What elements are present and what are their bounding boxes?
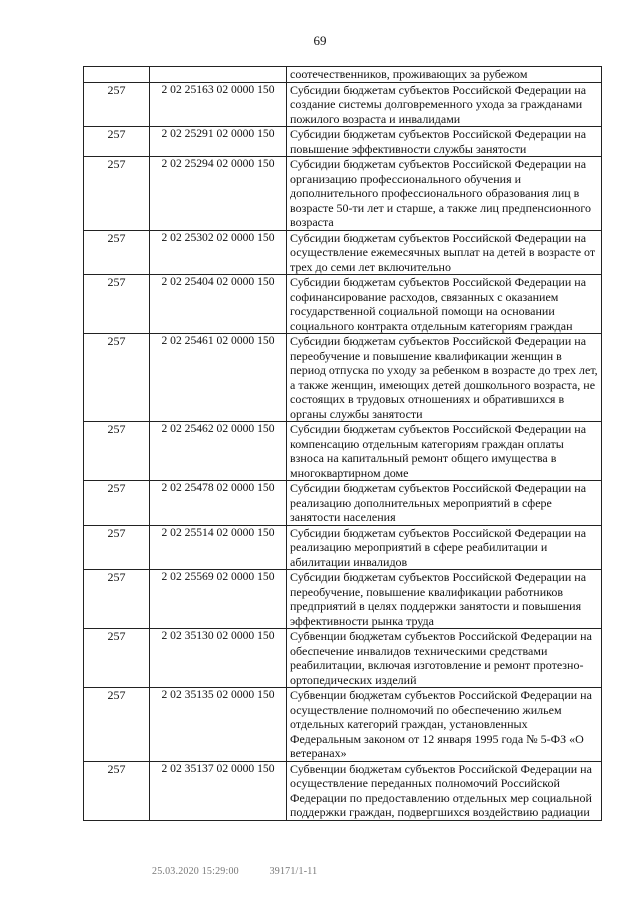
budget-code-cell: 2 02 25569 02 0000 150: [150, 570, 287, 629]
admin-code-cell: 257: [84, 127, 150, 157]
table-row: [84, 230, 602, 275]
name-cell: Субвенции бюджетам субъектов Российской Федерации на обеспечение инвалидов техническими средствами реабилитации, включая изготовление и ремонт протезно-ортопедических изделий: [287, 629, 602, 688]
table-row: [84, 481, 602, 526]
admin-code-cell: 257: [84, 82, 150, 127]
budget-code-cell: 2 02 25461 02 0000 150: [150, 334, 287, 422]
table-row: [84, 67, 602, 83]
budget-code-cell: [150, 67, 287, 83]
admin-code-cell: 257: [84, 422, 150, 481]
budget-code-cell: 2 02 25294 02 0000 150: [150, 157, 287, 231]
admin-code-cell: [84, 67, 150, 83]
name-cell: Субсидии бюджетам субъектов Российской Федерации на реализацию мероприятий в сфере реабилитации и абилитации инвалидов: [287, 525, 602, 570]
table-body: [84, 67, 602, 821]
name-cell: Субсидии бюджетам субъектов Российской Федерации на повышение эффективности службы занятости: [287, 127, 602, 157]
page-number: 69: [313, 33, 327, 48]
name-cell: Субвенции бюджетам субъектов Российской Федерации на осуществление полномочий по обеспечению жильем отдельных категорий граждан, установленных Федеральным законом от 12 января 1995 года № 5-ФЗ «О ветеранах»: [287, 688, 602, 762]
table-row: [84, 761, 602, 820]
table-row: [84, 570, 602, 629]
admin-code-cell: 257: [84, 525, 150, 570]
table-row: [84, 422, 602, 481]
budget-code-cell: 2 02 35130 02 0000 150: [150, 629, 287, 688]
admin-code-cell: 257: [84, 275, 150, 334]
table-row: [84, 629, 602, 688]
footer-doc-id: 39171/1-11: [269, 866, 318, 877]
admin-code-cell: 257: [84, 688, 150, 762]
footer: [152, 866, 345, 877]
table-row: [84, 82, 602, 127]
name-cell: Субвенции бюджетам субъектов Российской Федерации на осуществление переданных полномочий Российской Федерации по предоставлению отдельных мер социальной поддержки граждан, подвергшихся воздействию радиации: [287, 761, 602, 820]
budget-code-cell: 2 02 25302 02 0000 150: [150, 230, 287, 275]
footer-timestamp: 25.03.2020 15:29:00: [152, 866, 239, 877]
budget-code-cell: 2 02 25478 02 0000 150: [150, 481, 287, 526]
budget-code-cell: 2 02 25462 02 0000 150: [150, 422, 287, 481]
admin-code-cell: 257: [84, 570, 150, 629]
budget-code-cell: 2 02 35137 02 0000 150: [150, 761, 287, 820]
admin-code-cell: 257: [84, 334, 150, 422]
budget-code-cell: 2 02 35135 02 0000 150: [150, 688, 287, 762]
table-row: [84, 157, 602, 231]
table-row: [84, 525, 602, 570]
admin-code-cell: 257: [84, 629, 150, 688]
name-cell: Субсидии бюджетам субъектов Российской Федерации на реализацию дополнительных мероприятий в сфере занятости населения: [287, 481, 602, 526]
admin-code-cell: 257: [84, 481, 150, 526]
budget-code-cell: 2 02 25404 02 0000 150: [150, 275, 287, 334]
name-cell: Субсидии бюджетам субъектов Российской Федерации на компенсацию отдельным категориям граждан оплаты взноса на капитальный ремонт общего имущества в многоквартирном доме: [287, 422, 602, 481]
name-cell: Субсидии бюджетам субъектов Российской Федерации на создание системы долговременного ухода за гражданами пожилого возраста и инвалидами: [287, 82, 602, 127]
name-cell: Субсидии бюджетам субъектов Российской Федерации на переобучение, повышение квалификации работников предприятий в целях поддержки занятости и повышения эффективности рынка труда: [287, 570, 602, 629]
admin-code-cell: 257: [84, 230, 150, 275]
admin-code-cell: 257: [84, 761, 150, 820]
name-cell: соотечественников, проживающих за рубежом: [287, 67, 602, 83]
table-row: [84, 334, 602, 422]
budget-code-cell: 2 02 25163 02 0000 150: [150, 82, 287, 127]
table-row: [84, 688, 602, 762]
name-cell: Субсидии бюджетам субъектов Российской Федерации на переобучение и повышение квалификации женщин в период отпуска по уходу за ребенком в возрасте до трех лет, а также женщин, имеющих детей дошкольного возраста, не состоящих в трудовых отношениях и обратившихся в органы службы занятости: [287, 334, 602, 422]
name-cell: Субсидии бюджетам субъектов Российской Федерации на организацию профессионального обучения и дополнительного профессионального образования лиц в возрасте 50-ти лет и старше, а также лиц предпенсионного возраста: [287, 157, 602, 231]
table-row: [84, 275, 602, 334]
name-cell: Субсидии бюджетам субъектов Российской Федерации на софинансирование расходов, связанных с оказанием государственной социальной помощи на основании социального контракта отдельным категориям граждан: [287, 275, 602, 334]
name-cell: Субсидии бюджетам субъектов Российской Федерации на осуществление ежемесячных выплат на детей в возрасте от трех до семи лет включительно: [287, 230, 602, 275]
budget-code-cell: 2 02 25514 02 0000 150: [150, 525, 287, 570]
budget-code-cell: 2 02 25291 02 0000 150: [150, 127, 287, 157]
table-row: [84, 127, 602, 157]
admin-code-cell: 257: [84, 157, 150, 231]
budget-codes-table: [83, 66, 602, 821]
